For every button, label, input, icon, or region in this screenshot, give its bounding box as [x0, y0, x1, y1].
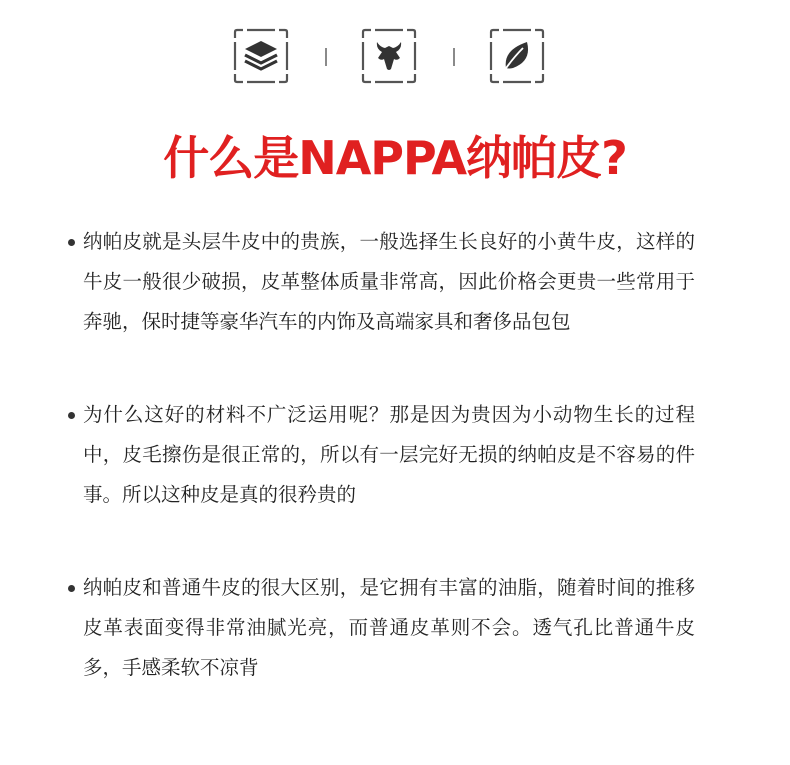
bull-icon — [361, 28, 417, 84]
paragraph-text: 为什么这好的材料不广泛运用呢？那是因为贵因为小动物生长的过程中，皮毛擦伤是很正常的，所以有一层完好无损的纳帕皮是不容易的件事。所以这种皮是真的很矜贵的 — [83, 403, 695, 506]
page-title: 什么是NAPPA纳帕皮? — [163, 131, 627, 185]
leaf-icon — [489, 28, 545, 84]
paragraph-text: 纳帕皮就是头层牛皮中的贵族，一般选择生长良好的小黄牛皮，这样的牛皮一般很少破损，皮革整体质量非常高，因此价格会更贵一些常用于奔驰，保时捷等豪华汽车的内饰及高端家具和奢侈品包包 — [83, 230, 695, 333]
bullet-dot — [68, 585, 75, 592]
icon-divider — [453, 48, 455, 66]
feature-icon-row — [0, 26, 790, 90]
icon-divider — [325, 48, 327, 66]
bullet-dot — [68, 239, 75, 246]
bullet-dot — [68, 412, 75, 419]
layers-icon — [233, 28, 289, 84]
paragraph-text: 纳帕皮和普通牛皮的很大区别，是它拥有丰富的油脂，随着时间的推移皮革表面变得非常油腻光亮，而普通皮革则不会。透气孔比普通牛皮多，手感柔软不凉背 — [83, 576, 695, 679]
